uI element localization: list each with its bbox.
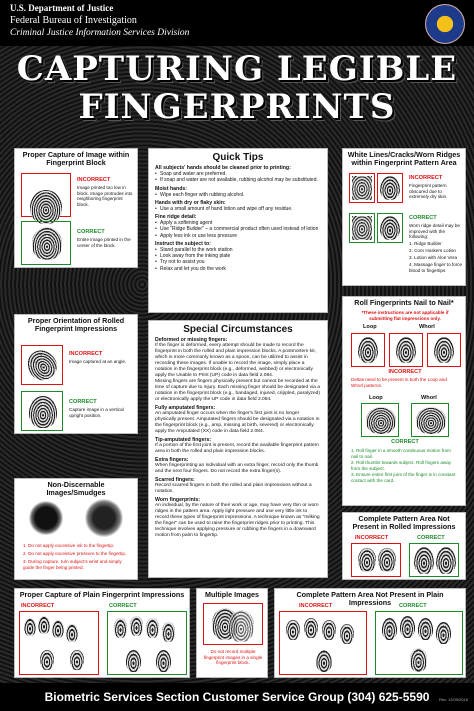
plain-capture-panel [14, 588, 190, 678]
tip-list [155, 206, 321, 212]
incorrect-example-box [279, 611, 367, 675]
tip-item: • Apply a softening agent [155, 220, 321, 226]
incorrect-text: Image printed too low in block. Image protrudes into neighboring fingerprint block. [77, 185, 133, 207]
fingerprint-image [396, 337, 416, 363]
fingerprint-image [358, 337, 378, 363]
tip-list [155, 220, 321, 239]
title-line-1: CAPTURING LEGIBLE [16, 49, 458, 89]
tip-item: • Look away from the inking plate [155, 253, 321, 259]
fingerprint-image [436, 547, 456, 574]
fingerprint-image [130, 616, 143, 636]
tip-list [155, 171, 321, 184]
tip-item: • Use "Ridge Builder" – a commercial product often used instead of lotion [155, 226, 321, 232]
incorrect-example-box [377, 173, 403, 203]
incorrect-label: INCORRECT [409, 175, 443, 181]
incorrect-label: INCORRECT [388, 369, 422, 375]
correct-example-box [21, 391, 63, 431]
correct-example-box [361, 403, 399, 437]
nail-to-nail-panel [342, 296, 466, 506]
fingerprint-image [114, 618, 127, 638]
poster-title [0, 49, 474, 127]
smudged-fingerprint-image [29, 501, 63, 535]
circumstance-text: When fingerprinting an individual with an extra finger, record only the thumb and the next four fingers. Do not record the extra finger(s). [155, 462, 319, 474]
whorl-label: Whorl [419, 324, 435, 330]
tip-item: • Apply less ink or use less pressure [155, 233, 321, 239]
tip-item: • Wipe each finger with rubbing alcohol. [155, 192, 321, 198]
footer-contact: Biometric Services Section Customer Service Group (304) 625-5590 [0, 683, 474, 711]
correct-label: CORRECT [77, 229, 105, 235]
incorrect-text: Fingerprint pattern obscured due to extremely dry skin. [409, 183, 448, 199]
incorrect-example-box [351, 543, 401, 577]
correct-example-box [21, 221, 71, 265]
flat-impression-note: *These instructions are not applicable if submitting flat impressions only. [361, 310, 449, 321]
panel-title: Complete Pattern Area Not Present in Plain Impressions [296, 590, 444, 608]
multiple-images-panel [196, 588, 268, 678]
incorrect-label: INCORRECT [299, 603, 333, 609]
division-label: Criminal Justice Information Services Division [10, 28, 190, 38]
correct-example-box [411, 403, 449, 437]
fingerprint-image [162, 622, 175, 642]
tip-item: • Soap and water are preferred. [155, 171, 321, 177]
tip-heading: Fine ridge detail: [155, 214, 197, 220]
title-line-2: FINGERPRINTS [78, 87, 396, 127]
roll-note-2: 2. Roll thumbs towards subject. Roll fingers away from the subject. [351, 460, 452, 471]
circumstance-heading: Tip-amputated fingers: [155, 436, 212, 443]
smudge-note-2: 2. Do not apply excessive pressure to the fingertip. [23, 551, 127, 556]
remedy-1: 1. Ridge Builder [409, 241, 442, 246]
fingerprint-image [400, 616, 415, 638]
panel-title: Non-Discernable Images/Smudges [46, 480, 106, 498]
correct-label: CORRECT [109, 603, 137, 609]
tip-heading: Instruct the subject to: [155, 240, 211, 247]
panel-title: White Lines/Cracks/Worn Ridges within Fingerprint Pattern Area [347, 150, 461, 168]
nondiscernable-panel [14, 478, 138, 580]
circumstance-text: Missing fingers are fingers physically present but cannot be recorded at the time of capture due to injury. Each missing finger should be designated via a notation in the fingerprint block (e.g., bandaged, injured, crippled, paralyzed) or electronically apply the UP code in data field 2.084. [155, 378, 321, 402]
fingerprint-image [316, 650, 332, 672]
correct-example-box [375, 611, 463, 675]
roll-note-3: 3. Ensure entire first joint of the finger is in constant contact with the card. [351, 472, 456, 483]
fingerprint-image [340, 624, 354, 644]
incorrect-label: INCORRECT [21, 603, 55, 609]
fingerprint-image [29, 396, 57, 428]
tip-item: • Try not to assist you [155, 259, 321, 265]
incorrect-example-box [19, 611, 99, 675]
whorl-label: Whorl [421, 395, 437, 401]
correct-label: CORRECT [417, 535, 445, 541]
correct-example-box [377, 213, 403, 243]
smudge-note-1: 1. Do not apply excessive ink to the fingertip. [23, 543, 115, 548]
correct-example-box [409, 543, 459, 577]
fingerprint-image [366, 407, 396, 434]
fbi-seal-icon [425, 4, 465, 44]
special-circumstances-title: Special Circumstances [183, 324, 293, 335]
incorrect-example-box [203, 603, 263, 645]
remedy-2: 2. Corn Huskers Lotion [409, 248, 456, 253]
tip-heading: All subjects' hands should be cleaned prior to printing: [155, 165, 291, 171]
white-lines-panel [342, 148, 466, 286]
special-circumstances-panel [148, 320, 328, 578]
tip-heading: Hands with dry or flaky skin: [155, 199, 226, 206]
remedy-4: 4. Massage finger to force blood to fingertips [409, 262, 463, 273]
incorrect-example-box [21, 173, 71, 217]
remedy-3: 3. Lotion with Aloe Vera [409, 255, 458, 260]
smudged-fingerprint-image [85, 499, 123, 537]
tip-heading: Moist hands: [155, 185, 187, 192]
incorrect-label: INCORRECT [69, 351, 103, 357]
fingerprint-image [380, 216, 400, 240]
correct-label: CORRECT [391, 439, 419, 445]
loop-label: Loop [363, 324, 377, 330]
complete-rolled-panel [342, 512, 466, 580]
fingerprint-image [358, 548, 376, 572]
circumstance-text: If the finger is deformed, every attempt should be made to record the fingerprint in both the rolled and plain impression blocks. A postmortem kit, which is more commonly known as a spoon, can be utilized to assist in recording these images. If unable to record the image, simply place a notation in the fingerprint block (e.g., deformed, webbed) or electronically apply the Unable to Print (UP) code in data field 2.084. [155, 343, 316, 378]
panel-title: Complete Pattern Area Not Present in Rolled Impressions [352, 514, 456, 532]
panel-title: Multiple Images [205, 590, 259, 599]
correct-text: Capture image in a vertical upright position. [69, 407, 124, 418]
quick-tips-list [155, 165, 321, 272]
fingerprint-image [286, 620, 300, 640]
multiple-images-note: Do not record multiple fingerprint images in a single fingerprint block. [203, 649, 263, 665]
incorrect-text: Image captured at an angle. [69, 359, 127, 364]
quick-tips-panel [148, 148, 328, 313]
fingerprint-image [32, 227, 62, 260]
fingerprint-image [146, 618, 159, 638]
circumstance-text: An individual, by the nature of their work or age, may have very thin or worn ridges in the pattern area. Apply light pressure and use very little ink to record these types of fingerprint impressions. A technique known as "milking the finger" can be used to raise the fingerprint ridges prior to printing. This technique involves applying pressure or rubbing the fingers in a downward motion from palm to fingertip. [155, 502, 320, 538]
tip-list [155, 247, 321, 272]
circumstance-heading: Fully amputated fingers: [155, 404, 216, 411]
panel-title: Proper Capture of Plain Fingerprint Impressions [19, 590, 185, 599]
circumstance-heading: Deformed or missing fingers: [155, 337, 228, 343]
header-bar [0, 0, 474, 46]
fingerprint-image [70, 650, 84, 670]
orientation-panel [14, 314, 138, 434]
fingerprint-image [434, 337, 454, 363]
fingerprint-image [352, 216, 372, 240]
smudge-note-3: 3. During capture, turn subject's wrist and simply guide the finger being printed. [23, 559, 122, 570]
fingerprint-image [410, 648, 427, 672]
panel-title: Proper Capture of Image within Fingerprint Block [22, 150, 130, 168]
circumstance-heading: Scarred fingers: [155, 476, 195, 483]
quick-tips-title: Quick Tips [212, 152, 264, 163]
panel-title: Roll Fingerprints Nail to Nail* [354, 298, 454, 307]
fingerprint-image [414, 547, 434, 574]
correct-text: Entire image printed in the center of the block. [77, 237, 131, 248]
proper-capture-panel [14, 148, 138, 268]
tip-item: • Use a small amount of hand lotion and wipe off any residue. [155, 206, 321, 212]
correct-example-box [107, 611, 187, 675]
circumstance-heading: Worn fingerprints: [155, 496, 201, 503]
correct-example-box [349, 213, 375, 243]
loop-label: Loop [369, 395, 383, 401]
fingerprint-image [382, 618, 397, 640]
incorrect-example-box [427, 333, 461, 367]
tip-item: • If soap and water are not available, rubbing alcohol may be substituted. [155, 177, 321, 183]
circumstance-text: An amputated finger occurs when the finger's first joint is no longer physically present. Amputated fingers should be designated via a notation in the fingerprint block (e.g., amp, missing at birth, severed) or electronically apply the Amputated (XX) code in data field 2.084. [155, 410, 320, 434]
incorrect-label: INCORRECT [355, 535, 389, 541]
circumstance-text: If a portion of the first joint is present, record the available fingerprint pattern area in both the rolled and plain impression blocks. [155, 442, 319, 454]
special-circumstances-list [155, 337, 321, 539]
incorrect-example-box [349, 173, 375, 203]
fingerprint-image [322, 620, 336, 640]
fingerprint-image [40, 650, 54, 670]
incorrect-label: INCORRECT [77, 177, 111, 183]
correct-text: Worn ridge detail may be improved with the following: [409, 223, 460, 239]
circumstance-heading: Extra fingers: [155, 456, 189, 463]
incorrect-example-box [351, 333, 385, 367]
incorrect-example-box [21, 345, 63, 385]
fingerprint-image [436, 622, 451, 644]
fingerprint-image [66, 624, 78, 642]
department-label: U.S. Department of Justice [10, 3, 114, 13]
tip-item: • Relax and let you do the work [155, 266, 321, 272]
complete-plain-panel [274, 588, 466, 678]
incorrect-text: Deltas need to be present in both the Loop and Whorl patterns. [351, 377, 447, 388]
fingerprint-image [380, 176, 400, 200]
circumstance-text: Record scarred fingers in both the rolled and plain impressions without a notation. [155, 482, 312, 494]
roll-note-1: 1. Roll finger in a smooth continuous motion from nail to nail. [351, 448, 451, 459]
panel-title: Proper Orientation of Rolled Fingerprint Impressions [27, 316, 125, 334]
fingerprint-image [352, 176, 372, 200]
revision-label: Rev. 12/09/2016 [438, 697, 468, 702]
fingerprint-image [378, 548, 396, 572]
fingerprint-image [38, 616, 50, 634]
fingerprint-image [22, 345, 62, 386]
fingerprint-image [416, 407, 446, 434]
correct-label: CORRECT [69, 399, 97, 405]
fingerprint-image [24, 618, 36, 636]
fingerprint-image [418, 618, 433, 640]
bureau-label: Federal Bureau of Investigation [10, 15, 137, 26]
fingerprint-image [30, 190, 62, 224]
incorrect-example-box [389, 333, 423, 367]
fingerprint-image [52, 620, 64, 638]
correct-label: CORRECT [399, 603, 427, 609]
tip-list [155, 192, 321, 198]
tip-item: • Stand parallel to the work station [155, 247, 321, 253]
fingerprint-image [228, 610, 254, 642]
fingerprint-image [304, 618, 318, 638]
fingerprint-image [126, 650, 141, 672]
correct-label: CORRECT [409, 215, 437, 221]
fingerprint-image [156, 650, 171, 672]
